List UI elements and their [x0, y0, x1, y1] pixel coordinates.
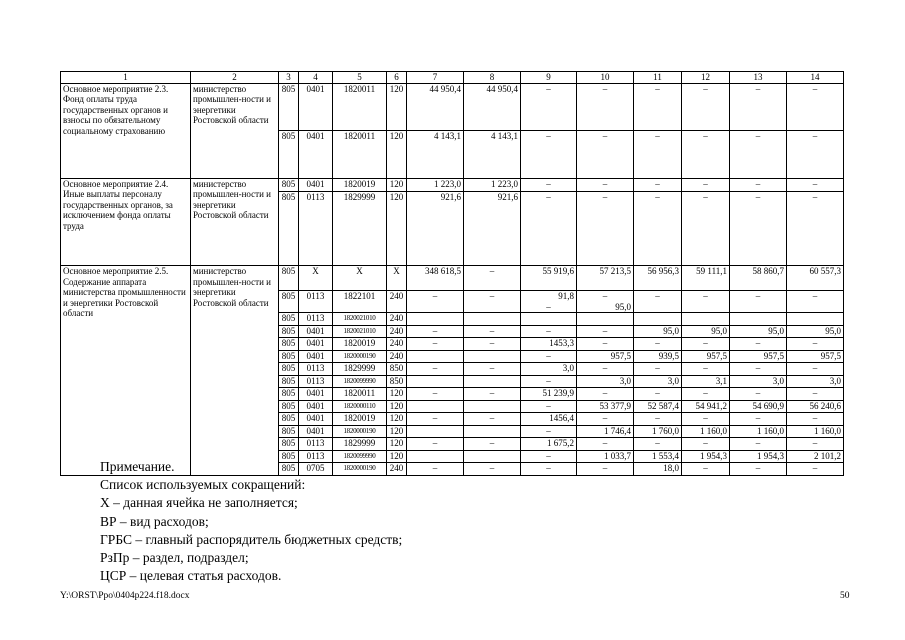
csr-cell: 1820000190: [333, 350, 387, 363]
amount-cell: –: [521, 450, 577, 463]
csr-cell: 1820021010: [333, 313, 387, 326]
vr-cell: 120: [387, 438, 407, 451]
rzpr-cell: 0401: [299, 413, 333, 426]
notes-block: [100, 458, 402, 585]
amount-cell: 1 760,0: [634, 425, 682, 438]
amount-cell: [577, 291, 634, 313]
amount-cell: 3,0: [577, 375, 634, 388]
amount-cell: 921,6: [407, 192, 464, 266]
amount-cell: –: [787, 83, 844, 131]
amount-cell: –: [407, 338, 464, 351]
rzpr-cell: 0401: [299, 83, 333, 131]
table-row: [61, 83, 844, 131]
note-line: ГРБС – главный распорядитель бюджетных средств;: [100, 531, 403, 547]
amount-cell: [407, 450, 464, 463]
amount-cell: –: [787, 463, 844, 476]
event-name-cell: Основное мероприятие 2.3. Фонд оплаты труда государственных органов и взносы по обязательному социальному страхованию: [61, 83, 191, 178]
amount-cell: [407, 425, 464, 438]
amount-cell: –: [682, 363, 730, 376]
amount-cell: 1 160,0: [682, 425, 730, 438]
grbs-code-cell: 805: [279, 178, 299, 192]
table-body: [61, 72, 844, 476]
amount-cell: –: [634, 291, 682, 313]
amount-cell: 57 213,5: [577, 266, 634, 291]
header-cell: 10: [577, 72, 634, 84]
amount-cell: 2 101,2: [787, 450, 844, 463]
amount-cell: –: [682, 83, 730, 131]
csr-cell: 1829999: [333, 192, 387, 266]
amount-cell: 56 956,3: [634, 266, 682, 291]
amount-cell: [407, 375, 464, 388]
amount-cell: 957,5: [787, 350, 844, 363]
amount-cell: 957,5: [577, 350, 634, 363]
amount-cell: 1 954,3: [730, 450, 787, 463]
amount-cell: –: [682, 388, 730, 401]
vr-cell: 240: [387, 313, 407, 326]
amount-cell: 95,0: [730, 325, 787, 338]
amount-line: 95,0: [615, 301, 631, 312]
amount-cell: –: [682, 338, 730, 351]
amount-cell: 52 587,4: [634, 400, 682, 413]
amount-cell: 1 160,0: [730, 425, 787, 438]
amount-cell: [464, 450, 521, 463]
vr-cell: 120: [387, 178, 407, 192]
amount-cell: –: [521, 131, 577, 179]
csr-cell: 1820099990: [333, 450, 387, 463]
amount-cell: –: [787, 178, 844, 192]
grbs-code-cell: 805: [279, 291, 299, 313]
amount-cell: –: [682, 192, 730, 266]
amount-cell: 3,0: [521, 363, 577, 376]
header-cell: 1: [61, 72, 191, 84]
amount-cell: [464, 425, 521, 438]
csr-cell: 1820011: [333, 131, 387, 179]
amount-cell: –: [521, 463, 577, 476]
amount-cell: –: [634, 338, 682, 351]
amount-cell: 957,5: [730, 350, 787, 363]
page-number: 50: [840, 591, 850, 601]
csr-cell: 1820011: [333, 388, 387, 401]
amount-cell: –: [521, 83, 577, 131]
amount-cell: –: [787, 338, 844, 351]
amount-cell: –: [634, 192, 682, 266]
amount-cell: –: [730, 438, 787, 451]
amount-cell: –: [730, 178, 787, 192]
vr-cell: 120: [387, 413, 407, 426]
amount-cell: 1 553,4: [634, 450, 682, 463]
vr-cell: 850: [387, 375, 407, 388]
amount-cell: –: [634, 131, 682, 179]
header-cell: 6: [387, 72, 407, 84]
amount-cell: –: [577, 363, 634, 376]
amount-cell: –: [787, 363, 844, 376]
amount-cell: –: [464, 266, 521, 291]
amount-cell: –: [464, 413, 521, 426]
amount-cell: –: [787, 131, 844, 179]
rzpr-cell: Х: [299, 266, 333, 291]
amount-cell: –: [577, 192, 634, 266]
amount-cell: 957,5: [682, 350, 730, 363]
amount-cell: 348 618,5: [407, 266, 464, 291]
grbs-code-cell: 805: [279, 313, 299, 326]
rzpr-cell: 0401: [299, 400, 333, 413]
amount-cell: –: [634, 413, 682, 426]
amount-cell: –: [730, 192, 787, 266]
rzpr-cell: 0401: [299, 325, 333, 338]
amount-cell: [407, 400, 464, 413]
note-line: РзПр – раздел, подраздел;: [100, 550, 249, 566]
amount-cell: –: [577, 325, 634, 338]
amount-cell: 939,5: [634, 350, 682, 363]
grbs-code-cell: 805: [279, 350, 299, 363]
amount-cell: –: [577, 388, 634, 401]
amount-cell: 1 223,0: [464, 178, 521, 192]
vr-cell: 240: [387, 325, 407, 338]
note-title: Примечание.: [100, 459, 175, 474]
grbs-code-cell: 805: [279, 325, 299, 338]
header-cell: 2: [191, 72, 279, 84]
amount-cell: 3,0: [634, 375, 682, 388]
amount-cell: –: [407, 438, 464, 451]
amount-cell: –: [577, 83, 634, 131]
amount-cell: [577, 313, 634, 326]
amount-cell: 18,0: [634, 463, 682, 476]
amount-cell: 3,1: [682, 375, 730, 388]
amount-cell: 54 690,9: [730, 400, 787, 413]
csr-cell: 1829999: [333, 363, 387, 376]
amount-cell: –: [682, 413, 730, 426]
grbs-cell: министерство промышлен-ности и энергетики Ростовской области: [191, 178, 279, 266]
csr-cell: 1820019: [333, 338, 387, 351]
amount-cell: –: [577, 178, 634, 192]
csr-cell: 1820000190: [333, 463, 387, 476]
note-line: Список используемых сокращений:: [100, 477, 306, 493]
grbs-code-cell: 805: [279, 83, 299, 131]
amount-cell: –: [634, 83, 682, 131]
vr-cell: 240: [387, 338, 407, 351]
grbs-code-cell: 805: [279, 363, 299, 376]
header-cell: 9: [521, 72, 577, 84]
amount-cell: –: [730, 131, 787, 179]
note-line: ВР – вид расходов;: [100, 513, 209, 529]
csr-cell: 1820000110: [333, 400, 387, 413]
amount-cell: [521, 313, 577, 326]
amount-cell: [464, 375, 521, 388]
amount-cell: [787, 313, 844, 326]
amount-cell: 1 675,2: [521, 438, 577, 451]
amount-cell: –: [730, 413, 787, 426]
rzpr-cell: 0401: [299, 388, 333, 401]
amount-cell: 54 941,2: [682, 400, 730, 413]
amount-cell: 1456,4: [521, 413, 577, 426]
csr-cell: 1822101: [333, 291, 387, 313]
amount-cell: –: [730, 363, 787, 376]
vr-cell: 240: [387, 291, 407, 313]
amount-cell: [407, 313, 464, 326]
amount-cell: 51 239,9: [521, 388, 577, 401]
amount-cell: –: [464, 388, 521, 401]
amount-cell: –: [407, 325, 464, 338]
header-cell: 5: [333, 72, 387, 84]
rzpr-cell: 0401: [299, 178, 333, 192]
rzpr-cell: 0705: [299, 463, 333, 476]
header-cell: 7: [407, 72, 464, 84]
rzpr-cell: 0113: [299, 375, 333, 388]
grbs-cell: министерство промышлен-ности и энергетики Ростовской области: [191, 83, 279, 178]
amount-cell: –: [521, 325, 577, 338]
grbs-code-cell: 805: [279, 450, 299, 463]
rzpr-cell: 0401: [299, 131, 333, 179]
amount-cell: 95,0: [682, 325, 730, 338]
amount-cell: –: [634, 388, 682, 401]
amount-cell: [464, 313, 521, 326]
rzpr-cell: 0113: [299, 291, 333, 313]
amount-cell: –: [464, 438, 521, 451]
amount-cell: 95,0: [634, 325, 682, 338]
note-line: ЦСР – целевая статья расходов.: [100, 568, 282, 584]
amount-cell: [730, 313, 787, 326]
amount-line: –: [602, 291, 608, 301]
amount-cell: 3,0: [730, 375, 787, 388]
amount-cell: 53 377,9: [577, 400, 634, 413]
amount-cell: –: [682, 291, 730, 313]
amount-cell: –: [521, 375, 577, 388]
amount-cell: –: [521, 400, 577, 413]
rzpr-cell: 0113: [299, 192, 333, 266]
amount-cell: –: [787, 192, 844, 266]
rzpr-cell: 0401: [299, 425, 333, 438]
csr-cell: 1820000190: [333, 425, 387, 438]
header-cell: 12: [682, 72, 730, 84]
amount-cell: –: [464, 363, 521, 376]
vr-cell: 240: [387, 463, 407, 476]
csr-cell: 1829999: [333, 438, 387, 451]
amount-cell: 1 033,7: [577, 450, 634, 463]
amount-cell: 55 919,6: [521, 266, 577, 291]
grbs-code-cell: 805: [279, 463, 299, 476]
amount-cell: –: [577, 438, 634, 451]
vr-cell: 120: [387, 192, 407, 266]
amount-cell: –: [521, 425, 577, 438]
amount-cell: [634, 313, 682, 326]
amount-cell: 1453,3: [521, 338, 577, 351]
event-name-cell: Основное мероприятие 2.4. Иные выплаты персоналу государственных органов, за исключением фонда оплаты труда: [61, 178, 191, 266]
amount-cell: [464, 350, 521, 363]
amount-cell: –: [730, 338, 787, 351]
amount-cell: [682, 313, 730, 326]
csr-cell: 1820019: [333, 413, 387, 426]
table-row: [61, 178, 844, 192]
note-line: Х – данная ячейка не заполняется;: [100, 495, 298, 511]
rzpr-cell: 0401: [299, 338, 333, 351]
amount-cell: 58 860,7: [730, 266, 787, 291]
amount-cell: –: [577, 338, 634, 351]
csr-cell: 1820099990: [333, 375, 387, 388]
amount-cell: –: [464, 463, 521, 476]
amount-cell: –: [682, 131, 730, 179]
rzpr-cell: 0113: [299, 438, 333, 451]
rzpr-cell: 0113: [299, 363, 333, 376]
amount-cell: –: [521, 192, 577, 266]
amount-cell: –: [407, 363, 464, 376]
vr-cell: 120: [387, 425, 407, 438]
amount-cell: 56 240,6: [787, 400, 844, 413]
amount-cell: –: [730, 83, 787, 131]
amount-cell: [407, 350, 464, 363]
grbs-code-cell: 805: [279, 266, 299, 291]
amount-line: –: [546, 301, 551, 312]
amount-cell: [521, 291, 577, 313]
grbs-code-cell: 805: [279, 338, 299, 351]
amount-cell: –: [464, 291, 521, 313]
amount-cell: –: [730, 388, 787, 401]
amount-cell: –: [521, 178, 577, 192]
grbs-code-cell: 805: [279, 131, 299, 179]
grbs-code-cell: 805: [279, 400, 299, 413]
grbs-code-cell: 805: [279, 425, 299, 438]
vr-cell: 240: [387, 350, 407, 363]
amount-cell: –: [730, 291, 787, 313]
grbs-code-cell: 805: [279, 375, 299, 388]
amount-cell: 4 143,1: [407, 131, 464, 179]
vr-cell: 120: [387, 450, 407, 463]
amount-cell: 921,6: [464, 192, 521, 266]
amount-cell: [464, 400, 521, 413]
header-cell: 4: [299, 72, 333, 84]
amount-cell: 1 160,0: [787, 425, 844, 438]
amount-cell: –: [787, 413, 844, 426]
amount-cell: –: [577, 463, 634, 476]
amount-cell: –: [521, 350, 577, 363]
amount-cell: –: [682, 463, 730, 476]
vr-cell: 120: [387, 83, 407, 131]
amount-cell: –: [577, 413, 634, 426]
amount-cell: –: [464, 325, 521, 338]
grbs-code-cell: 805: [279, 438, 299, 451]
amount-cell: 44 950,4: [464, 83, 521, 131]
table-row: [61, 266, 844, 291]
amount-cell: –: [464, 338, 521, 351]
csr-cell: 1820021010: [333, 325, 387, 338]
amount-cell: –: [407, 463, 464, 476]
grbs-code-cell: 805: [279, 413, 299, 426]
header-cell: 8: [464, 72, 521, 84]
amount-cell: 59 111,1: [682, 266, 730, 291]
csr-cell: 1820011: [333, 83, 387, 131]
grbs-cell: министерство промышлен-ности и энергетики Ростовской области: [191, 266, 279, 476]
amount-cell: –: [407, 291, 464, 313]
vr-cell: 120: [387, 131, 407, 179]
amount-cell: –: [787, 438, 844, 451]
amount-cell: –: [682, 178, 730, 192]
header-cell: 13: [730, 72, 787, 84]
amount-cell: –: [407, 413, 464, 426]
budget-table: [60, 71, 844, 476]
amount-cell: –: [634, 363, 682, 376]
amount-cell: 1 954,3: [682, 450, 730, 463]
header-row: [61, 72, 844, 84]
amount-cell: –: [787, 388, 844, 401]
amount-cell: –: [787, 291, 844, 313]
amount-cell: –: [634, 438, 682, 451]
grbs-code-cell: 805: [279, 388, 299, 401]
amount-cell: –: [577, 131, 634, 179]
rzpr-cell: 0401: [299, 350, 333, 363]
file-path: Y:\ORST\Ppo\0404p224.f18.docx: [60, 591, 190, 601]
amount-cell: 3,0: [787, 375, 844, 388]
amount-cell: 95,0: [787, 325, 844, 338]
rzpr-cell: 0113: [299, 450, 333, 463]
grbs-code-cell: 805: [279, 192, 299, 266]
amount-line: 91,8: [558, 291, 574, 301]
amount-cell: –: [730, 463, 787, 476]
vr-cell: 120: [387, 400, 407, 413]
amount-cell: –: [682, 438, 730, 451]
header-cell: 3: [279, 72, 299, 84]
amount-cell: 44 950,4: [407, 83, 464, 131]
csr-cell: 1820019: [333, 178, 387, 192]
vr-cell: 120: [387, 388, 407, 401]
amount-cell: 1 746,4: [577, 425, 634, 438]
amount-cell: 1 223,0: [407, 178, 464, 192]
header-cell: 11: [634, 72, 682, 84]
header-cell: 14: [787, 72, 844, 84]
amount-cell: 60 557,3: [787, 266, 844, 291]
amount-cell: 4 143,1: [464, 131, 521, 179]
rzpr-cell: 0113: [299, 313, 333, 326]
vr-cell: Х: [387, 266, 407, 291]
amount-cell: –: [634, 178, 682, 192]
amount-cell: –: [407, 388, 464, 401]
csr-cell: Х: [333, 266, 387, 291]
vr-cell: 850: [387, 363, 407, 376]
event-name-cell: Основное мероприятие 2.5. Содержание аппарата министерства промышленности и энергетики Ростовской области: [61, 266, 191, 476]
